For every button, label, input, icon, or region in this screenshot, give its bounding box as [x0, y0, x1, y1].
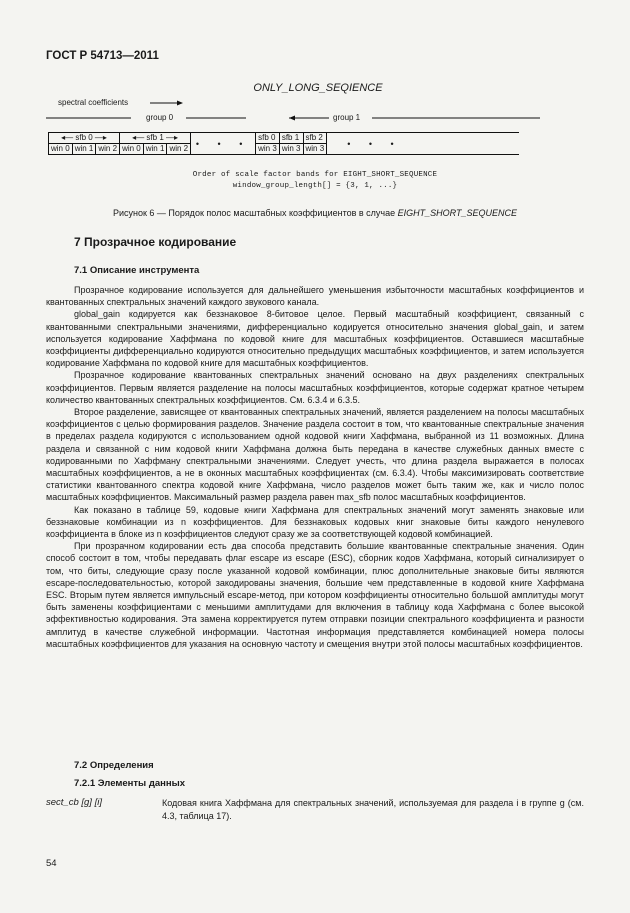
win-cell: win 3	[256, 144, 280, 155]
spectral-coefficients-label	[58, 98, 128, 107]
order-note-line-1: Order of scale factor bands for EIGHT_SHORT_SEQUENCE	[192, 171, 438, 179]
paragraph: Второе разделение, зависящее от квантованных спектральных значений, является разделением на полосы масштабных коэффициентов с целью формирования разделов. Значение раздела состоит в том, что квантованные спектральные значения в пределах раздела кодируются с использованием одной кодовой книги Хаффмана, выбранной из 11 возможных. Длина раздела и связанной с ним кодовой книги Хаффмана должна быть передана в качестве служебных данных вместе с кодированными по Хаффману спектральными значениями. Следует учесть, что длина раздела выражается в полосах масштабных коэффициентов, а не в оконных масштабных коэффициентах (см. 6.3.4). Чтобы максимизировать соответствие статистики квантованного спектра кодовой книге Хаффмана, число разделов может быть таким же, как и число полос масштабных коэффициентов. Максимальный размер раздела равен max_sfb полос масштабных коэффициентов.	[46, 407, 584, 503]
sfb-cell: sfb 0	[256, 133, 280, 144]
definition-text: Кодовая книга Хаффмана для спектральных значений, используемая для раздела i в группе g (см. 4.3, таблица 17).	[162, 798, 584, 821]
spectral-label-text: spectral coefficients	[58, 98, 129, 107]
group-1-label: group 1	[333, 113, 361, 122]
figure-caption: Рисунок 6 — Порядок полос масштабных коэффициентов в случае EIGHT_SHORT_SEQUENCE	[112, 208, 518, 218]
section-7-1-body	[46, 284, 584, 650]
paragraph: global_gain кодируется как беззнаковое 8-битовое целое. Первый масштабный коэффициент, связанный с квантованными спектральными значениями, дифференциально кодируется относительно значения global_gain, и затем используется кодирование Хаффмана по кодовой книге для масштабных коэффициентов. Оставшиеся масштабные коэффициенты дифференциально кодируются относительно предыдущих масштабных коэффициентов, и затем используется кодирование Хаффмана по кодовой книге для масштабных коэффициентов.	[46, 309, 584, 369]
sfb-cell: ◂— sfb 1 —▸	[120, 133, 191, 144]
paragraph: Прозрачное кодирование используется для дальнейшего уменьшения избыточности масштабных коэффициентов и квантованных спектральных значений каждого звукового канала.	[46, 285, 584, 308]
paragraph: Как показано в таблице 59, кодовые книги Хаффмана для спектральных значений могут заменять знаковые или беззнаковые комбинации из n коэффициентов. Для беззнаковых кодовых книг знаковые биты каждого ненулевого коэффициента в блоке из n коэффициентов следуют сразу же за соответствующей кодовой комбинацией.	[46, 504, 584, 540]
win-cell: win 3	[279, 144, 303, 155]
page-number: 54	[46, 858, 57, 869]
order-note-line-2: window_group_length[] = {3, 1, ...}	[232, 182, 398, 190]
win-cell: win 1	[143, 144, 167, 155]
group-0-label: group 0	[146, 113, 174, 122]
scale-factor-band-table	[48, 132, 519, 155]
win-cell: win 1	[72, 144, 96, 155]
win-cell: win 0	[120, 144, 144, 155]
win-cell: win 2	[96, 144, 120, 155]
order-note	[0, 170, 630, 192]
paragraph: Прозрачное кодирование квантованных спектральных значений основано на двух разделениях спектральных коэффициентов. Первым является разделение на полосы масштабных коэффициентов, которые содержат кратное четырем количество квантованных спектральных коэффициентов. См. 6.3.4 и 6.3.5.	[46, 370, 584, 405]
win-cell: win 2	[167, 144, 191, 155]
document-header: ГОСТ Р 54713—2011	[46, 50, 159, 62]
arrow-right-icon	[150, 99, 184, 107]
section-7-2-1-title: 7.2.1 Элементы данных	[74, 778, 185, 789]
caption-italic: EIGHT_SHORT_SEQUENCE	[397, 208, 518, 218]
section-7-1-title: 7.1 Описание инструмента	[74, 265, 200, 276]
ellipsis: • • •	[327, 133, 520, 155]
group-arrows	[46, 110, 540, 126]
sfb-cell: sfb 1	[279, 133, 303, 144]
paragraph: При прозрачном кодировании есть два способа представить большие квантованные спектральные значения. Один способ состоит в том, чтобы передавать флаг escape из escape (ESC), сборник кодов Хаффмана, который сигнализирует о том, что биты, следующие сразу после указанной кодовой комбинации, плюс дополнительные знаковые биты являются escape-последовательностью, которой закодированы значения, большие чем представленные в кодовой книге Хаффмана ESC. Вторым путем является импульсный escape-метод, при котором коэффициенты относительно большой амплитуды могут быть заменены коэффициентами с меньшими амплитудами для включения в таблицу кода Хаффмана с более высокой эффективностью кодирования. Эта замена корректируется путем отправки позиции спектрального коэффициента и разности амплитуд в качестве служебной информации. Частотная информация представляется комбинацией номера полосы масштабных коэффициентов для указания на основную частоту и смещения внутри этой полосы масштабных коэффициентов.	[46, 541, 584, 649]
win-cell: win 0	[49, 144, 73, 155]
ellipsis: • • •	[191, 133, 256, 155]
figure-title: ONLY_LONG_SEQIENCE	[253, 82, 383, 94]
definition-term: sect_cb [g] [i]	[46, 797, 102, 808]
win-cell: win 3	[303, 144, 327, 155]
sfb-cell: sfb 2	[303, 133, 327, 144]
section-7-title: 7 Прозрачное кодирование	[74, 235, 237, 249]
section-7-2-title: 7.2 Определения	[74, 760, 154, 771]
sfb-cell: ◂— sfb 0 —▸	[49, 133, 120, 144]
